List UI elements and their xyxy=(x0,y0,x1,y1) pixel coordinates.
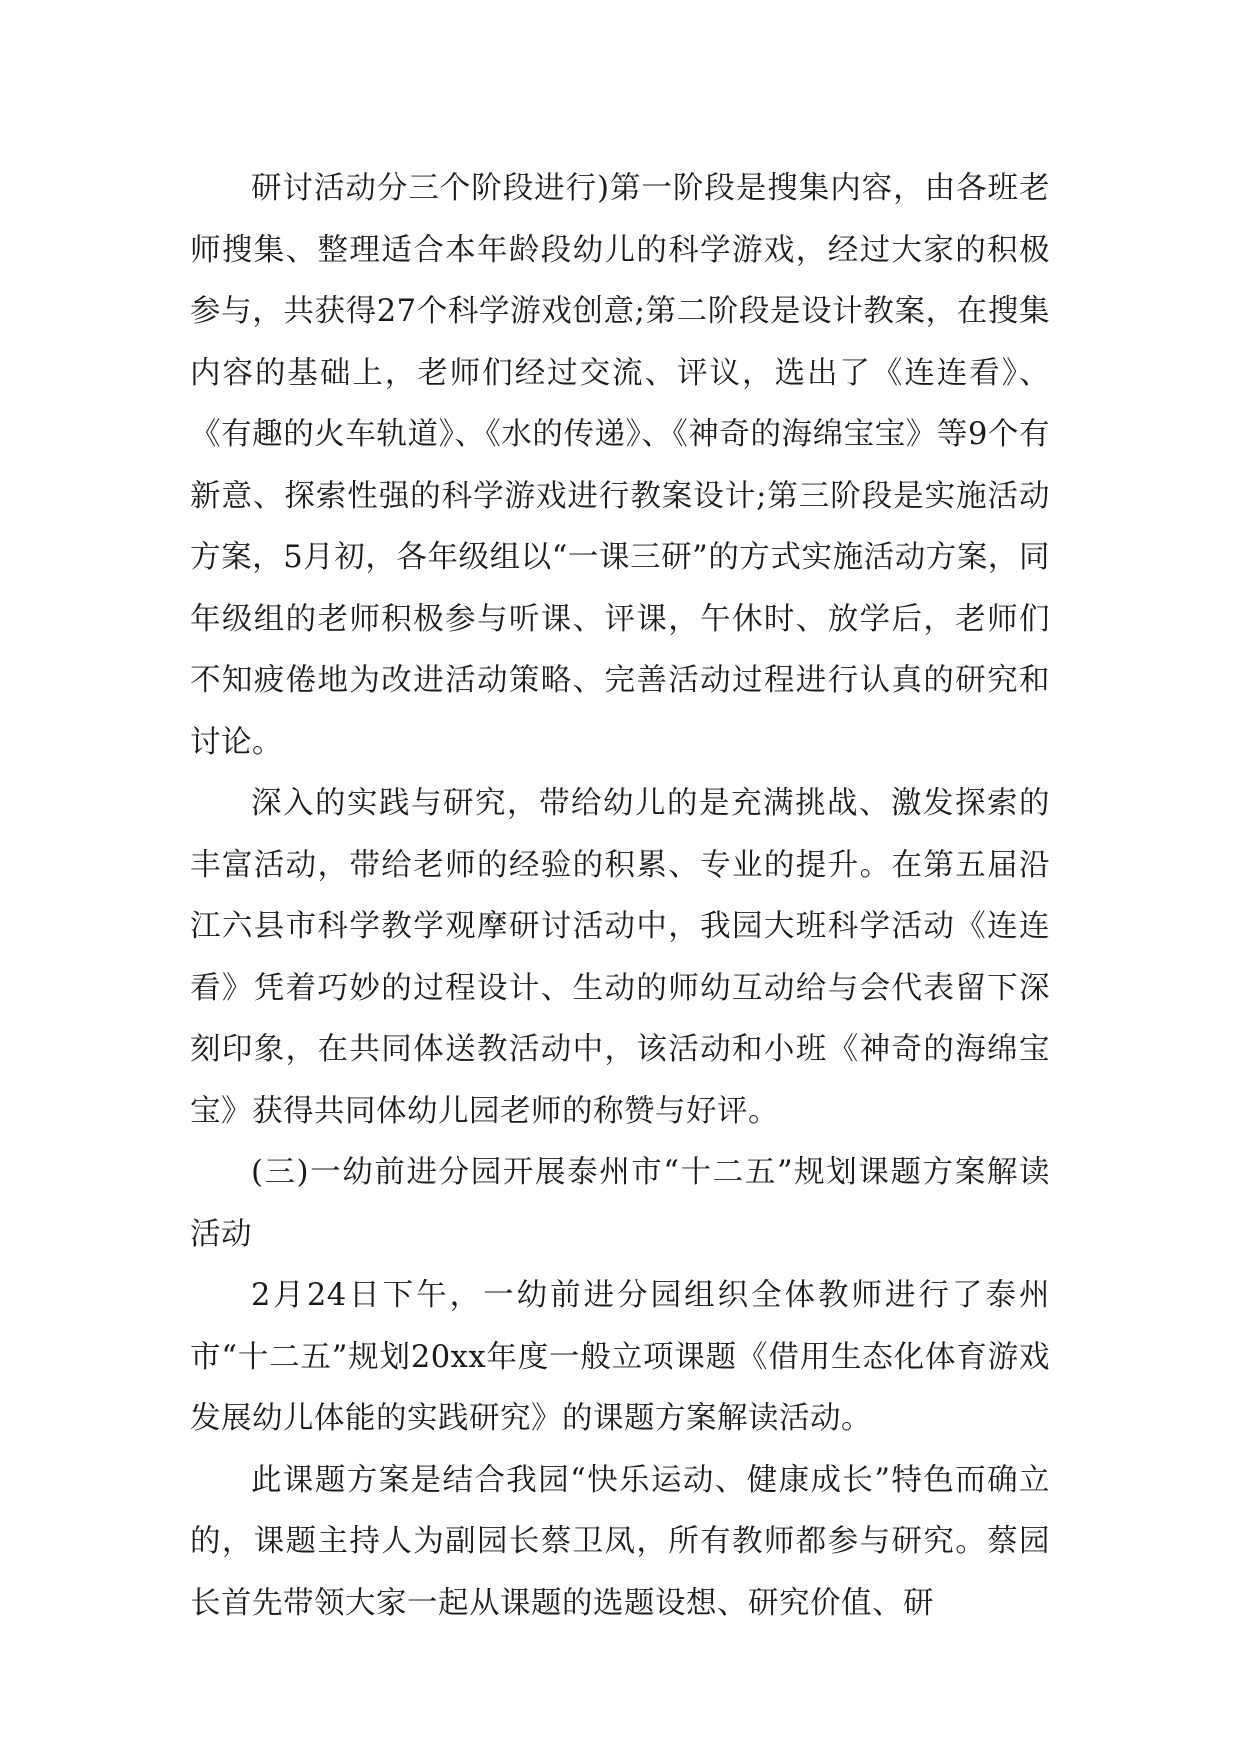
paragraph-feb24-activity: 2月24日下午，一幼前进分园组织全体教师进行了泰州市“十二五”规划20xx年度一般立项课题《借用生态化体育游戏发展幼儿体能的实践研究》的课题方案解读活动。 xyxy=(190,1278,1050,1436)
section-heading-three: (三)一幼前进分园开展泰州市“十二五”规划课题方案解读活动 xyxy=(190,1155,1050,1252)
body-text xyxy=(190,158,1050,1634)
paragraph-practice-results: 深入的实践与研究，带给幼儿的是充满挑战、激发探索的丰富活动，带给老师的经验的积累、专业的提升。在第五届沿江六县市科学教学观摩研讨活动中，我园大班科学活动《连连看》凭着巧妙的过程设计、生动的师幼互动给与会代表留下深刻印象，在共同体送教活动中，该活动和小班《神奇的海绵宝宝》获得共同体幼儿园老师的称赞与好评。 xyxy=(190,786,1050,1129)
paragraph-research-stages: 研讨活动分三个阶段进行)第一阶段是搜集内容，由各班老师搜集、整理适合本年龄段幼儿的科学游戏，经过大家的积极参与，共获得27个科学游戏创意;第二阶段是设计教案，在搜集内容的基础上，老师们经过交流、评议，选出了《连连看》、《有趣的火车轨道》、《水的传递》、《神奇的海绵宝宝》等9个有新意、探索性强的科学游戏进行教案设计;第三阶段是实施活动方案，5月初，各年级组以“一课三研”的方式实施活动方案，同年级组的老师积极参与听课、评课，午休时、放学后，老师们不知疲倦地为改进活动策略、完善活动过程进行认真的研究和讨论。 xyxy=(190,171,1050,760)
paragraph-project-plan: 此课题方案是结合我园“快乐运动、健康成长”特色而确立的，课题主持人为副园长蔡卫凤，所有教师都参与研究。蔡园长首先带领大家一起从课题的选题设想、研究价值、研 xyxy=(190,1462,1050,1621)
